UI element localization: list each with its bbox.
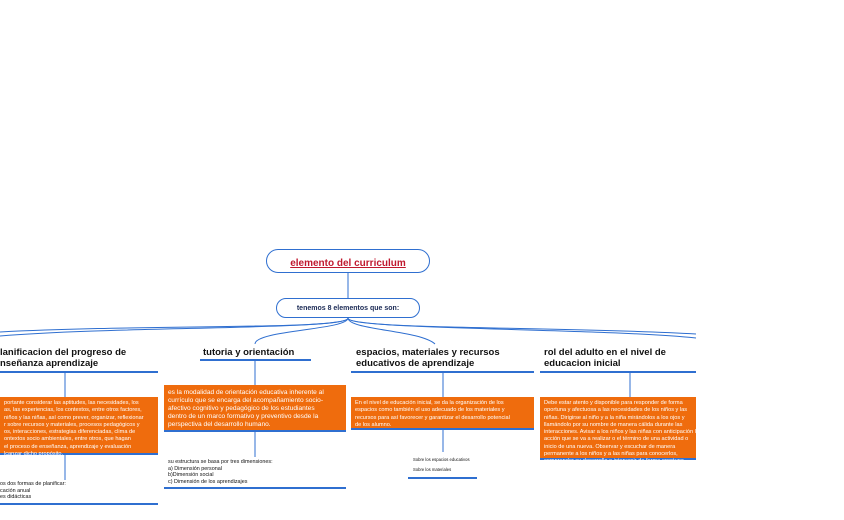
- branch1-desc-line: lcanzar dicho propósito.: [4, 451, 64, 458]
- branch3-title-line-1: espacios, materiales y recursos: [356, 347, 500, 358]
- branch4-desc-line: oportuna y afectuosa a las necesidades de los niños y las: [544, 407, 688, 414]
- branch4-desc-line: permanente a los niños y a las niñas para conocerlos,: [544, 451, 678, 458]
- root-label: elemento del curriculum: [290, 258, 406, 269]
- branch4-desc-line: inicio de una nueva. Observar y escuchar de manera: [544, 443, 676, 450]
- branch1-note[interactable]: [0, 481, 66, 501]
- branch4-desc-line: llamándolo por su nombre de manera cálida durante las: [544, 421, 683, 428]
- branch3-note-line-2: Sobre los materiales: [413, 467, 452, 472]
- connector-branch-5: [348, 318, 696, 334]
- branch3-note[interactable]: [413, 457, 470, 472]
- branch2-desc-line: dentro de un marco formativo y preventivo desde la: [168, 413, 319, 421]
- branch2-desc-line: es la modalidad de orientación educativa inherente al: [168, 389, 324, 396]
- root-node[interactable]: [266, 249, 430, 273]
- branch1-desc-line: niños y las niñas, así como prever, organizar, reflexionar: [4, 414, 144, 421]
- branch2-title-underline: [200, 359, 311, 361]
- branch4-description-card[interactable]: [540, 397, 700, 465]
- branch1-note-line: cación anual: [0, 487, 31, 494]
- branch2-desc-line: perspectiva del desarrollo humano.: [168, 421, 271, 429]
- branch1-description-card[interactable]: [0, 397, 158, 458]
- branch1-note-line: os dos formas de planificar:: [0, 481, 66, 487]
- branch4-title-underline: [540, 371, 696, 373]
- branch3-note-line-1: Sobre los espacios educativos: [413, 457, 470, 462]
- branch3-description-card[interactable]: [351, 397, 534, 430]
- branch-title-tutoria[interactable]: [203, 347, 294, 358]
- branch2-desc-line: afectivo cognitivo y pedagógico de los estudiantes: [168, 405, 315, 413]
- branch2-note-line: b)Dimensión social: [168, 472, 214, 479]
- branch4-desc-line: comprender su desarrollo e intervenir de forma oportuna.: [544, 458, 686, 465]
- branch4-desc-line: interacciones. Avisar a los niños y las niñas con anticipación la: [544, 429, 700, 436]
- branch1-desc-line: os, interacciones, estrategias diferenciadas, clima de: [4, 429, 136, 436]
- branch2-note-underline: [164, 487, 346, 489]
- branch1-note-underline: [0, 503, 158, 505]
- branch3-note-underline: [408, 477, 477, 479]
- branch2-note[interactable]: [168, 459, 273, 485]
- branch1-title-line-2: nseñanza aprendizaje: [0, 358, 99, 369]
- branch3-desc-line: de los alumno.: [355, 421, 392, 428]
- branch1-desc-line: as, las experiencias, los contextos, entre otros factores,: [4, 407, 142, 414]
- branch2-note-line: a) Dimensión personal: [168, 465, 222, 472]
- branch1-desc-line: ontextos socio ambientales, entre otros, que hagan: [4, 436, 131, 443]
- branch4-desc-line: niñas. Dirigirse al niño y a la niña mirándolos a los ojos y: [544, 414, 685, 421]
- branch1-note-line: es didácticas: [0, 494, 32, 501]
- branch3-desc-line: En el nivel de educación inicial, se da la organización de los: [355, 400, 504, 406]
- branch4-desc-line: Debe estar atento y disponible para responder de forma: [544, 400, 683, 406]
- branch1-desc-line: r sobre recursos y materiales, procesos pedagógicos y: [4, 421, 140, 428]
- branch-title-espacios[interactable]: [356, 347, 536, 369]
- branch1-desc-line: el proceso de enseñanza, aprendizaje y evaluación: [4, 443, 132, 450]
- connector-branch-6: [0, 318, 348, 332]
- branch2-title-label: tutoria y orientación: [203, 347, 295, 358]
- branch1-desc-line: portante considerar las aptitudes, las necesidades, los: [4, 400, 139, 406]
- branch3-title-line-2: educativos de aprendizaje: [356, 358, 475, 369]
- connector-branch-2: [255, 318, 348, 344]
- branch-title-rol-adulto[interactable]: [544, 347, 696, 369]
- branch2-desc-line: currículo que se encarga del acompañamiento socio-: [168, 397, 324, 405]
- branch2-note-line: su estructura se basa por tres dimensiones:: [168, 459, 273, 465]
- branch1-title-underline: [0, 371, 158, 373]
- subtitle-label: tenemos 8 elementos que son:: [296, 305, 400, 312]
- branch3-title-underline: [351, 371, 534, 373]
- branch2-note-line: c) Dimensión de los aprendizajes: [168, 478, 248, 485]
- connector-branch-4: [348, 318, 696, 338]
- branch4-title-line-1: rol del adulto en el nivel de: [544, 347, 666, 358]
- branch4-desc-line: acción que se va a realizar o el término de una actividad o: [544, 436, 689, 443]
- subtitle-node[interactable]: [276, 298, 420, 318]
- branch-title-planificacion[interactable]: [0, 347, 160, 369]
- branch4-title-line-2: educacion inicial: [544, 358, 621, 369]
- branch3-desc-line: recursos para así favorecer y garantizar el desarrollo potencial: [355, 414, 510, 421]
- branch3-desc-line: espacios como también el uso adecuado de los materiales y: [355, 407, 505, 414]
- branch2-description-card[interactable]: [164, 385, 346, 432]
- branch1-title-line-1: lanificacion del progreso de: [0, 347, 127, 358]
